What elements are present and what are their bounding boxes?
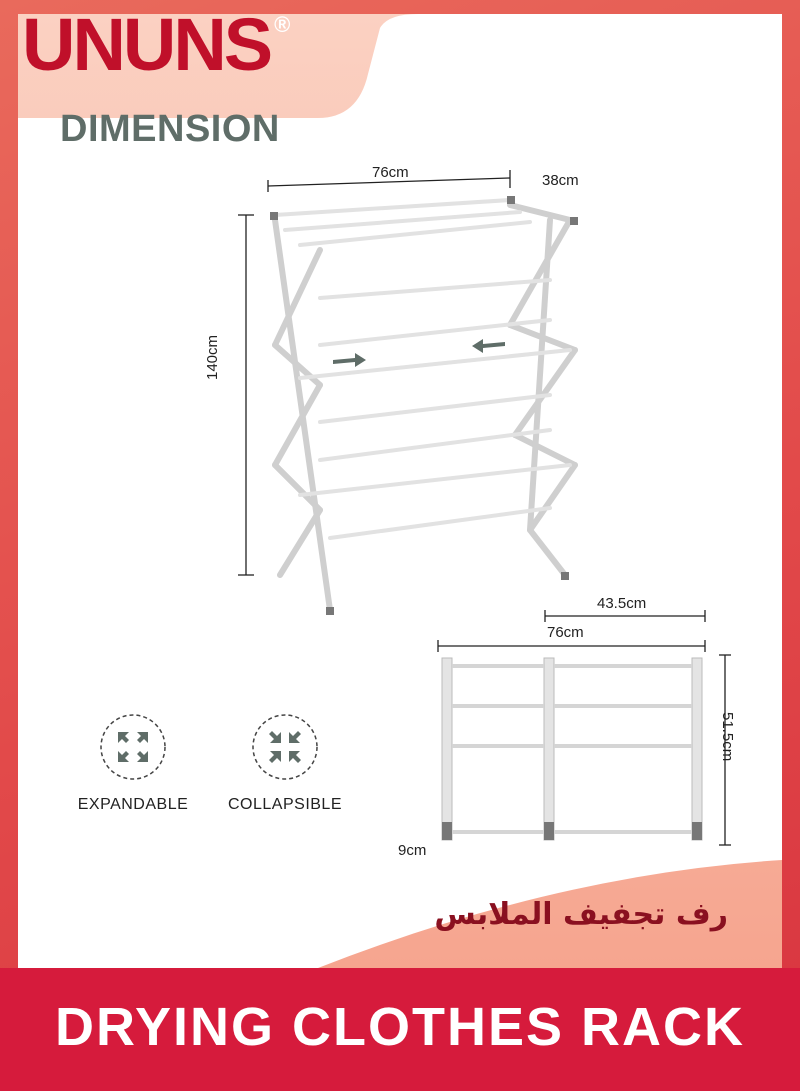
folded-width-label: 76cm: [547, 624, 584, 641]
folded-height-label: 51.5cm: [719, 712, 736, 762]
width-label: 76cm: [372, 164, 409, 181]
depth-label: 38cm: [542, 172, 579, 189]
folded-rack-illustration: [420, 600, 760, 860]
feature-expandable: [58, 712, 208, 814]
folded-depth-label: 9cm: [398, 842, 427, 859]
arabic-title: رف تجفيف الملابس: [434, 897, 728, 932]
expand-arrows-icon: [98, 712, 168, 782]
feature-label: EXPANDABLE: [77, 796, 189, 813]
folded-inner-width-label: 43.5cm: [597, 595, 647, 612]
feature-collapsible: [210, 712, 360, 814]
collapse-arrows-icon: [250, 712, 320, 782]
brand-logo: UNUNS ®: [22, 3, 291, 86]
height-label: 140cm: [204, 334, 221, 380]
page-heading: DIMENSION: [60, 108, 280, 150]
rack-illustration: [220, 160, 600, 640]
feature-label: COLLAPSIBLE: [228, 796, 342, 813]
banner-title: DRYING CLOTHES RACK: [54, 997, 745, 1057]
